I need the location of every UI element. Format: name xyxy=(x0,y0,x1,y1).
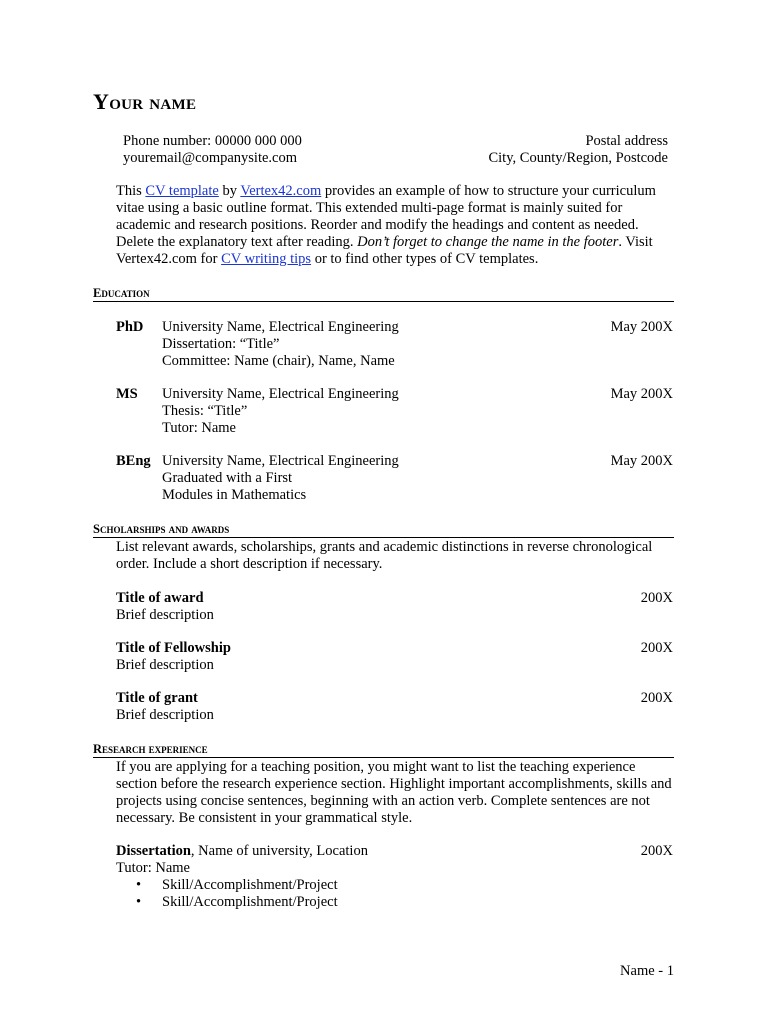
cv-writing-tips-link[interactable]: CV writing tips xyxy=(221,251,312,267)
award-title: Title of grant xyxy=(116,690,198,706)
research-title-rest: , Name of university, Location xyxy=(190,843,368,859)
research-date: 200X xyxy=(640,843,673,859)
award-title: Title of Fellowship xyxy=(116,640,231,656)
award-item xyxy=(116,690,674,724)
awards-heading: Scholarships and awards xyxy=(93,521,674,538)
cv-template-link[interactable]: CV template xyxy=(145,183,219,199)
degree-detail: Modules in Mathematics xyxy=(162,487,307,503)
degree-detail: Thesis: “Title” xyxy=(162,403,248,419)
research-bullet-list xyxy=(116,877,674,911)
research-tutor: Tutor: Name xyxy=(116,860,190,876)
award-item xyxy=(116,640,674,674)
postal-address-detail: City, County/Region, Postcode xyxy=(488,150,668,166)
intro-text-2: by xyxy=(218,183,241,199)
degree-date: May 200X xyxy=(610,453,673,469)
award-date: 200X xyxy=(640,640,673,656)
degree-university: University Name, Electrical Engineering xyxy=(162,319,399,335)
postal-address-label: Postal address xyxy=(585,133,668,149)
degree-detail: Committee: Name (chair), Name, Name xyxy=(162,353,395,369)
award-date: 200X xyxy=(640,590,673,606)
postal-address xyxy=(488,133,668,167)
page-footer: Name - 1 xyxy=(620,963,674,979)
awards-intro: List relevant awards, scholarships, grants and academic distinctions in reverse chronological order. Include a short description if necessary. xyxy=(116,539,653,572)
degree-university: University Name, Electrical Engineering xyxy=(162,453,399,469)
intro-text-4: . Visit Vertex42.com for xyxy=(116,234,653,267)
degree-label: PhD xyxy=(116,319,144,335)
degree-detail: Dissertation: “Title” xyxy=(162,336,280,352)
cv-name: Your name xyxy=(93,89,197,114)
degree-label: MS xyxy=(116,386,138,402)
degree-details xyxy=(162,453,399,504)
award-description: Brief description xyxy=(116,607,214,623)
degree-university: University Name, Electrical Engineering xyxy=(162,386,399,402)
degree-date: May 200X xyxy=(610,386,673,402)
vertex42-link[interactable]: Vertex42.com xyxy=(240,183,322,199)
degree-details xyxy=(162,319,399,370)
research-bullet: • Skill/Accomplishment/Project xyxy=(116,894,674,911)
research-title: Dissertation xyxy=(116,843,191,859)
award-date: 200X xyxy=(640,690,673,706)
intro-text-3: provides an example of how to structure your curriculum vitae using a basic outline format. This extended multi-page format is mainly suited for academic and research positions. Reorder and modify the headings and content as needed. Delete the explanatory text after reading. xyxy=(116,183,656,250)
research-title-line xyxy=(116,843,674,860)
email-address: youremail@companysite.com xyxy=(123,150,298,166)
award-description: Brief description xyxy=(116,657,214,673)
award-item xyxy=(116,590,674,624)
intro-italic-note: Don’t forget to change the name in the footer xyxy=(357,234,619,250)
contact-info xyxy=(123,133,302,167)
award-title: Title of award xyxy=(116,590,204,606)
degree-detail: Tutor: Name xyxy=(162,420,236,436)
intro-text-1: This xyxy=(116,183,146,199)
phone-number: Phone number: 00000 000 000 xyxy=(123,133,302,149)
intro-paragraph xyxy=(116,183,672,268)
intro-text-5: or to find other types of CV templates. xyxy=(311,251,539,267)
degree-detail: Graduated with a First xyxy=(162,470,293,486)
research-item xyxy=(116,843,674,911)
research-intro: If you are applying for a teaching position, you might want to list the teaching experience section before the research experience section. Highlight important accomplishments, skills and projects using concise sentences, beginning with an action verb. Complete sentences are not necessary. Be consistent in your grammatical style. xyxy=(116,759,672,826)
award-description: Brief description xyxy=(116,707,214,723)
research-bullet: • Skill/Accomplishment/Project xyxy=(116,877,674,894)
degree-details xyxy=(162,386,399,437)
degree-label: BEng xyxy=(116,453,151,469)
degree-date: May 200X xyxy=(610,319,673,335)
research-heading: Research experience xyxy=(93,741,674,758)
education-heading: Education xyxy=(93,285,674,302)
